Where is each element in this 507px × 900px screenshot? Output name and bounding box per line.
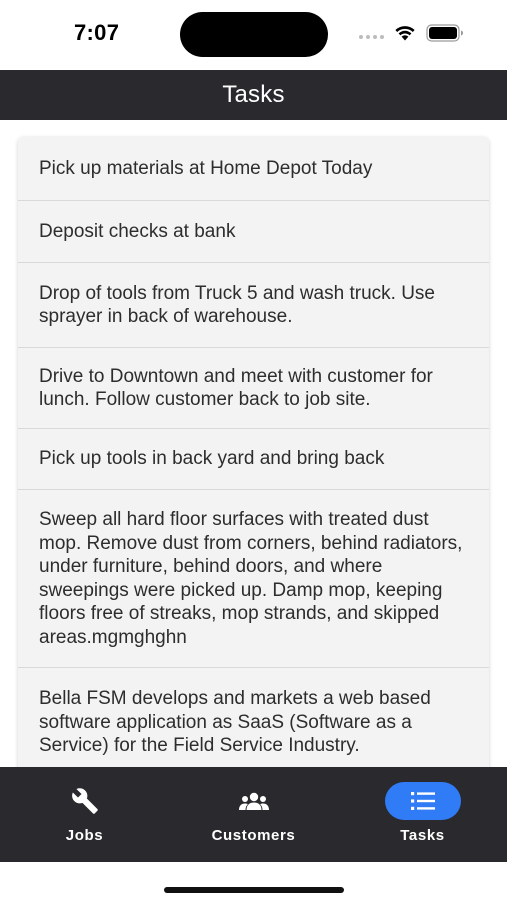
- task-item[interactable]: Bella FSM develops and markets a web based software application as SaaS (Software as a Service) for the Field Service Industry.: [18, 668, 489, 777]
- task-list[interactable]: [18, 137, 489, 777]
- task-item[interactable]: Sweep all hard floor surfaces with treated dust mop. Remove dust from corners, behind radiators, under furniture, behind doors, and where sweepings were picked up. Damp mop, keeping floors free of streaks, mop strands, and skipped areas.mgmghghn: [18, 490, 489, 668]
- task-item[interactable]: Drive to Downtown and meet with customer for lunch. Follow customer back to job site.: [18, 348, 489, 429]
- tab-tasks-label: Tasks: [400, 827, 445, 844]
- tab-jobs-icon-container: [47, 782, 123, 820]
- tab-jobs-label: Jobs: [65, 827, 104, 844]
- status-time: 7:07: [74, 20, 120, 45]
- tab-customers-label: Customers: [211, 827, 296, 844]
- home-indicator-area: [0, 862, 507, 900]
- cellular-signal-icon: [359, 35, 384, 39]
- status-bar: [0, 0, 507, 70]
- list-icon: [410, 790, 436, 812]
- dynamic-island: [180, 12, 328, 57]
- task-item[interactable]: Deposit checks at bank: [18, 201, 489, 263]
- tab-tasks[interactable]: [338, 767, 507, 862]
- page-title: Tasks: [222, 81, 285, 108]
- battery-icon: [426, 24, 464, 42]
- tab-jobs[interactable]: [0, 767, 169, 862]
- group-icon: [238, 789, 270, 813]
- app-header: [0, 70, 507, 120]
- tab-tasks-icon-container: [385, 782, 461, 820]
- tab-customers[interactable]: [169, 767, 338, 862]
- wifi-icon: [393, 22, 417, 42]
- task-item[interactable]: Drop of tools from Truck 5 and wash truck. Use sprayer in back of warehouse.: [18, 263, 489, 348]
- task-item[interactable]: Pick up materials at Home Depot Today: [18, 137, 489, 201]
- tab-customers-icon-container: [216, 782, 292, 820]
- wrench-icon: [71, 787, 99, 815]
- home-indicator[interactable]: [164, 887, 344, 893]
- bottom-tab-bar: [0, 767, 507, 862]
- task-item[interactable]: Pick up tools in back yard and bring back: [18, 429, 489, 490]
